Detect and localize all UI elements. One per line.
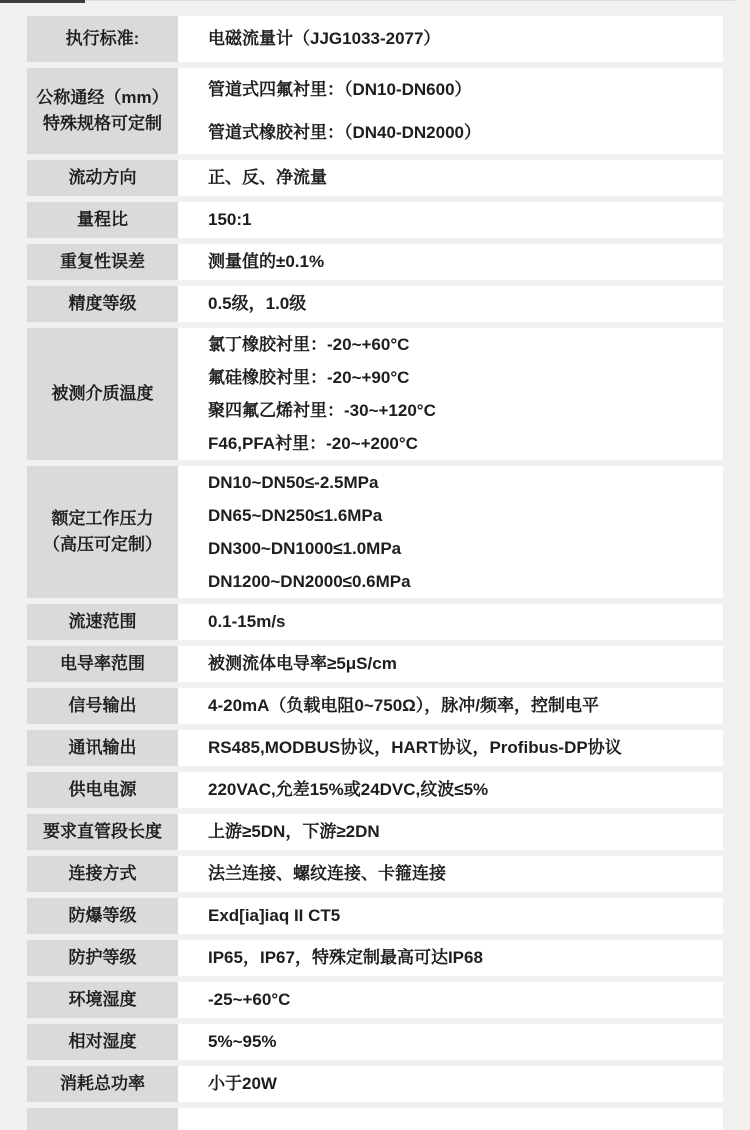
- row-label: [27, 982, 178, 1018]
- row-label-line: 环境湿度: [68, 990, 137, 1009]
- row-label: [27, 1066, 178, 1102]
- row-value: [178, 244, 723, 280]
- row-label-line: 要求直管段长度: [43, 822, 162, 841]
- row-label: [27, 940, 178, 976]
- table-row: [27, 772, 723, 808]
- row-value: [178, 160, 723, 196]
- row-value: [178, 982, 723, 1018]
- table-row: [27, 982, 723, 1018]
- row-label-line: 通讯输出: [68, 738, 137, 757]
- row-value: [178, 466, 723, 598]
- row-value: [178, 940, 723, 976]
- row-value-line: DN10~DN50≤-2.5MPa: [208, 473, 379, 492]
- table-row: [27, 814, 723, 850]
- row-label-line: 防爆等级: [68, 906, 137, 925]
- row-value: [178, 688, 723, 724]
- row-label-line: 重复性误差: [60, 252, 145, 271]
- row-label: [27, 1024, 178, 1060]
- row-value-line: 管道式橡胶衬里：（DN40-DN2000）: [208, 123, 481, 142]
- row-label: [27, 688, 178, 724]
- row-label: [27, 646, 178, 682]
- row-value-line: 0.5级，1.0级: [208, 294, 307, 313]
- row-value-line: 管道式四氟衬里：（DN10-DN600）: [208, 80, 472, 99]
- row-label-line: 流速范围: [68, 612, 137, 631]
- row-value-line: RS485,MODBUS协议，HART协议，Profibus-DP协议: [208, 738, 622, 757]
- row-label: [27, 814, 178, 850]
- row-value: [178, 286, 723, 322]
- row-value-line: 正、反、净流量: [208, 168, 327, 187]
- row-value: [178, 730, 723, 766]
- row-value: [178, 646, 723, 682]
- row-value: [178, 604, 723, 640]
- row-label: [27, 1108, 178, 1130]
- row-label-line: 精度等级: [68, 294, 137, 313]
- row-label-line: 额定工作压力: [51, 509, 154, 528]
- row-label-line: 执行标准:: [65, 29, 140, 48]
- row-label-line: 防护等级: [68, 948, 137, 967]
- row-value-line: DN300~DN1000≤1.0MPa: [208, 539, 402, 558]
- row-value-line: DN65~DN250≤1.6MPa: [208, 506, 383, 525]
- row-value-line: 测量值的±0.1%: [208, 252, 325, 271]
- row-value-line: F46,PFA衬里：-20~+200°C: [208, 434, 418, 453]
- table-row: [27, 604, 723, 640]
- row-label: [27, 328, 178, 460]
- row-label: [27, 286, 178, 322]
- table-row: [27, 730, 723, 766]
- row-value-line: 电磁流量计（JJG1033-2077）: [208, 29, 441, 48]
- row-label: [27, 160, 178, 196]
- row-label-line: 流动方向: [68, 168, 137, 187]
- row-value-line: 4-20mA（负载电阻0~750Ω），脉冲/频率，控制电平: [208, 696, 600, 715]
- row-value-line: 被测流体电导率≥5μS/cm: [208, 654, 397, 673]
- row-value: [178, 1066, 723, 1102]
- row-value: [178, 856, 723, 892]
- row-label: [27, 202, 178, 238]
- row-value-line: DN1200~DN2000≤0.6MPa: [208, 572, 411, 591]
- row-label-line: 消耗总功率: [60, 1074, 145, 1093]
- row-label: [27, 68, 178, 154]
- row-value-line: 5%~95%: [208, 1032, 277, 1051]
- top-edge-artifact-dark: [0, 0, 85, 3]
- row-label: [27, 466, 178, 598]
- row-value: [178, 814, 723, 850]
- table-row: [27, 202, 723, 238]
- row-value-line: 0.1-15m/s: [208, 612, 286, 631]
- table-row: [27, 1066, 723, 1102]
- row-value: [178, 202, 723, 238]
- row-value: [178, 16, 723, 62]
- table-row: [27, 286, 723, 322]
- row-value: [178, 1108, 723, 1130]
- table-row: [27, 16, 723, 62]
- row-label: [27, 604, 178, 640]
- row-value-line: 氟硅橡胶衬里：-20~+90°C: [208, 368, 410, 387]
- row-label-line: 量程比: [77, 210, 128, 229]
- spec-table: [27, 16, 723, 1130]
- row-value-line: 氯丁橡胶衬里：-20~+60°C: [208, 335, 410, 354]
- row-value: [178, 68, 723, 154]
- table-row: [27, 1024, 723, 1060]
- table-row: [27, 244, 723, 280]
- row-label-line: （高压可定制）: [43, 535, 162, 554]
- row-value-line: 聚四氟乙烯衬里：-30~+120°C: [208, 401, 436, 420]
- table-row: [27, 856, 723, 892]
- row-value: [178, 772, 723, 808]
- table-row: [27, 466, 723, 598]
- row-label: [27, 16, 178, 62]
- row-value: [178, 328, 723, 460]
- row-value-line: Exd[ia]iaq II CT5: [208, 906, 341, 925]
- row-value-line: 上游≥5DN，下游≥2DN: [208, 822, 380, 841]
- row-label-line: 供电电源: [68, 780, 137, 799]
- row-label: [27, 730, 178, 766]
- row-label: [27, 856, 178, 892]
- table-row: [27, 688, 723, 724]
- row-label-line: 公称通经（mm）: [36, 88, 169, 107]
- row-label: [27, 772, 178, 808]
- row-label-line: 特殊规格可定制: [43, 114, 162, 133]
- row-label-line: 电导率范围: [60, 654, 145, 673]
- table-row: [27, 1108, 723, 1130]
- top-edge-artifact-line: [85, 0, 735, 1]
- row-label-line: 被测介质温度: [51, 384, 154, 403]
- row-value-line: 220VAC,允差15%或24DVC,纹波≤5%: [208, 780, 489, 799]
- row-value-line: -25~+60°C: [208, 990, 291, 1009]
- row-label-line: 信号输出: [68, 696, 137, 715]
- row-label-line: 相对湿度: [68, 1032, 137, 1051]
- table-row: [27, 646, 723, 682]
- row-label: [27, 898, 178, 934]
- table-row: [27, 328, 723, 460]
- table-row: [27, 940, 723, 976]
- table-row: [27, 68, 723, 154]
- row-value: [178, 898, 723, 934]
- row-value: [178, 1024, 723, 1060]
- row-value-line: IP65，IP67，特殊定制最高可达IP68: [208, 948, 483, 967]
- table-row: [27, 898, 723, 934]
- row-value-line: 150:1: [208, 210, 252, 229]
- table-row: [27, 160, 723, 196]
- row-label: [27, 244, 178, 280]
- row-value-line: 法兰连接、螺纹连接、卡箍连接: [208, 864, 446, 883]
- row-value-line: 小于20W: [208, 1074, 277, 1093]
- row-label-line: 连接方式: [68, 864, 137, 883]
